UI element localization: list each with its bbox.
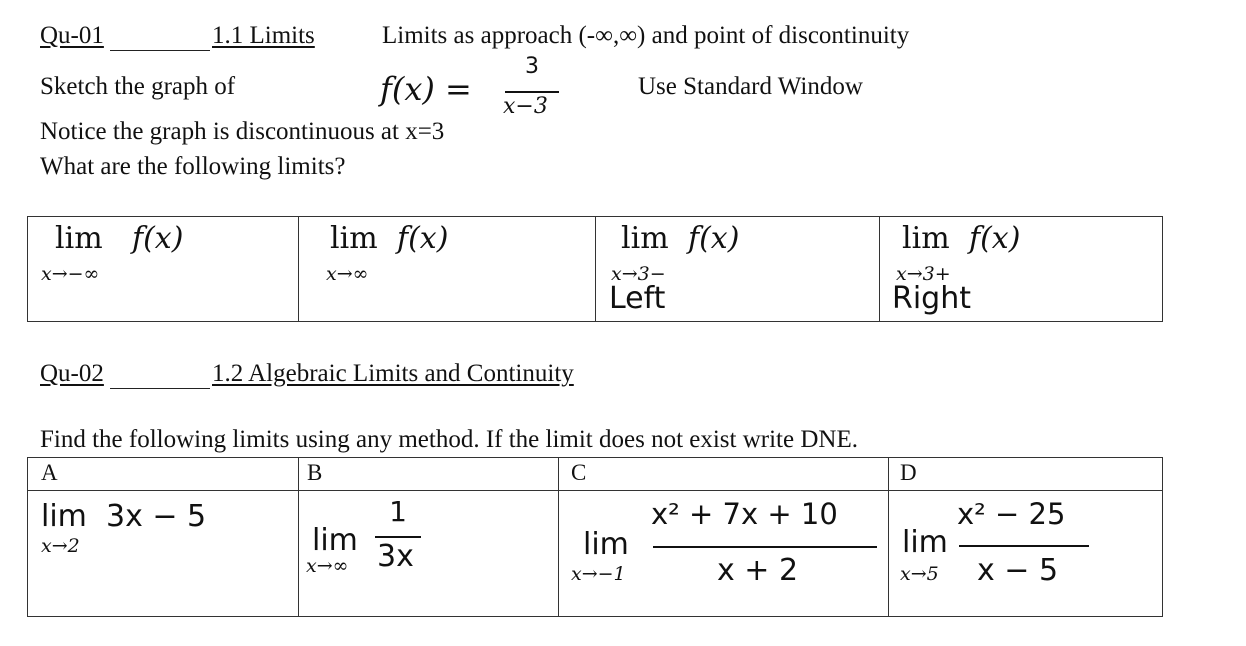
right-label: Right — [892, 281, 971, 316]
window-text: Use Standard Window — [638, 73, 863, 100]
lim-text: lim — [330, 221, 378, 256]
header-d: D — [900, 460, 917, 485]
expression-a: 3x − 5 — [106, 499, 207, 534]
numerator-c: x² + 7x + 10 — [651, 497, 838, 531]
lim-subscript: x→3+ — [896, 263, 951, 285]
fraction-bar-b — [375, 536, 421, 538]
lim-subscript: x→2 — [41, 535, 80, 557]
qu02-label: Qu-02 — [40, 360, 104, 387]
sketch-text: Sketch the graph of — [40, 73, 236, 100]
header-c: C — [571, 460, 587, 485]
header-cell-a — [27, 457, 299, 491]
lim-text: lim — [583, 527, 629, 562]
lim-subscript: x→∞ — [306, 555, 349, 577]
limits-cell-left[interactable] — [595, 216, 880, 322]
lim-text: lim — [902, 525, 948, 560]
qu02-label-underline — [110, 388, 210, 389]
header-cell-c — [558, 457, 889, 491]
fraction-bar-c — [653, 546, 877, 548]
lim-text: lim — [41, 499, 87, 534]
problem-cell-c[interactable] — [558, 490, 889, 617]
denominator-d: x − 5 — [977, 553, 1059, 588]
lim-text: lim — [621, 221, 669, 256]
limits-cell-neg-inf[interactable] — [27, 216, 299, 322]
limits-cell-pos-inf[interactable] — [298, 216, 596, 322]
qu02-instruction: Find the following limits using any method. If the limit does not exist write DNE. — [40, 426, 858, 453]
function-numerator: 3 — [525, 54, 539, 79]
lim-subscript: x→5 — [900, 563, 939, 585]
fx-text: f(x) — [132, 221, 184, 256]
qu01-heading: Limits as approach (-∞,∞) and point of discontinuity — [382, 22, 910, 49]
header-b: B — [307, 460, 323, 485]
header-cell-b — [298, 457, 559, 491]
fx-text: f(x) — [969, 221, 1021, 256]
numerator-b: 1 — [389, 495, 407, 528]
notice-text: Notice the graph is discontinuous at x=3 — [40, 118, 445, 145]
fx-text: f(x) — [688, 221, 740, 256]
lim-subscript: x→3− — [611, 263, 666, 285]
qu01-label: Qu-01 — [40, 22, 104, 49]
function-denominator: x−3 — [503, 94, 548, 119]
lim-text: lim — [312, 523, 358, 558]
numerator-d: x² − 25 — [957, 497, 1066, 531]
denominator-b: 3x — [377, 539, 414, 574]
lim-subscript: x→−∞ — [41, 263, 100, 285]
function-label: f(x) = — [380, 70, 472, 108]
problem-cell-d[interactable] — [888, 490, 1163, 617]
lim-text: lim — [55, 221, 103, 256]
qu01-topic: 1.1 Limits — [212, 22, 315, 49]
function-fraction-bar — [505, 91, 559, 93]
qu01-label-underline — [110, 50, 210, 51]
lim-text: lim — [902, 221, 950, 256]
problem-cell-b[interactable] — [298, 490, 559, 617]
header-cell-d — [888, 457, 1163, 491]
qu02-topic: 1.2 Algebraic Limits and Continuity — [212, 360, 574, 387]
problem-cell-a[interactable] — [27, 490, 299, 617]
lim-subscript: x→−1 — [571, 563, 626, 585]
denominator-c: x + 2 — [717, 553, 799, 588]
fx-text: f(x) — [397, 221, 449, 256]
left-label: Left — [609, 281, 666, 316]
lim-subscript: x→∞ — [326, 263, 369, 285]
fraction-bar-d — [959, 545, 1089, 547]
question-text: What are the following limits? — [40, 153, 346, 180]
limits-cell-right[interactable] — [879, 216, 1163, 322]
header-a: A — [41, 460, 58, 485]
